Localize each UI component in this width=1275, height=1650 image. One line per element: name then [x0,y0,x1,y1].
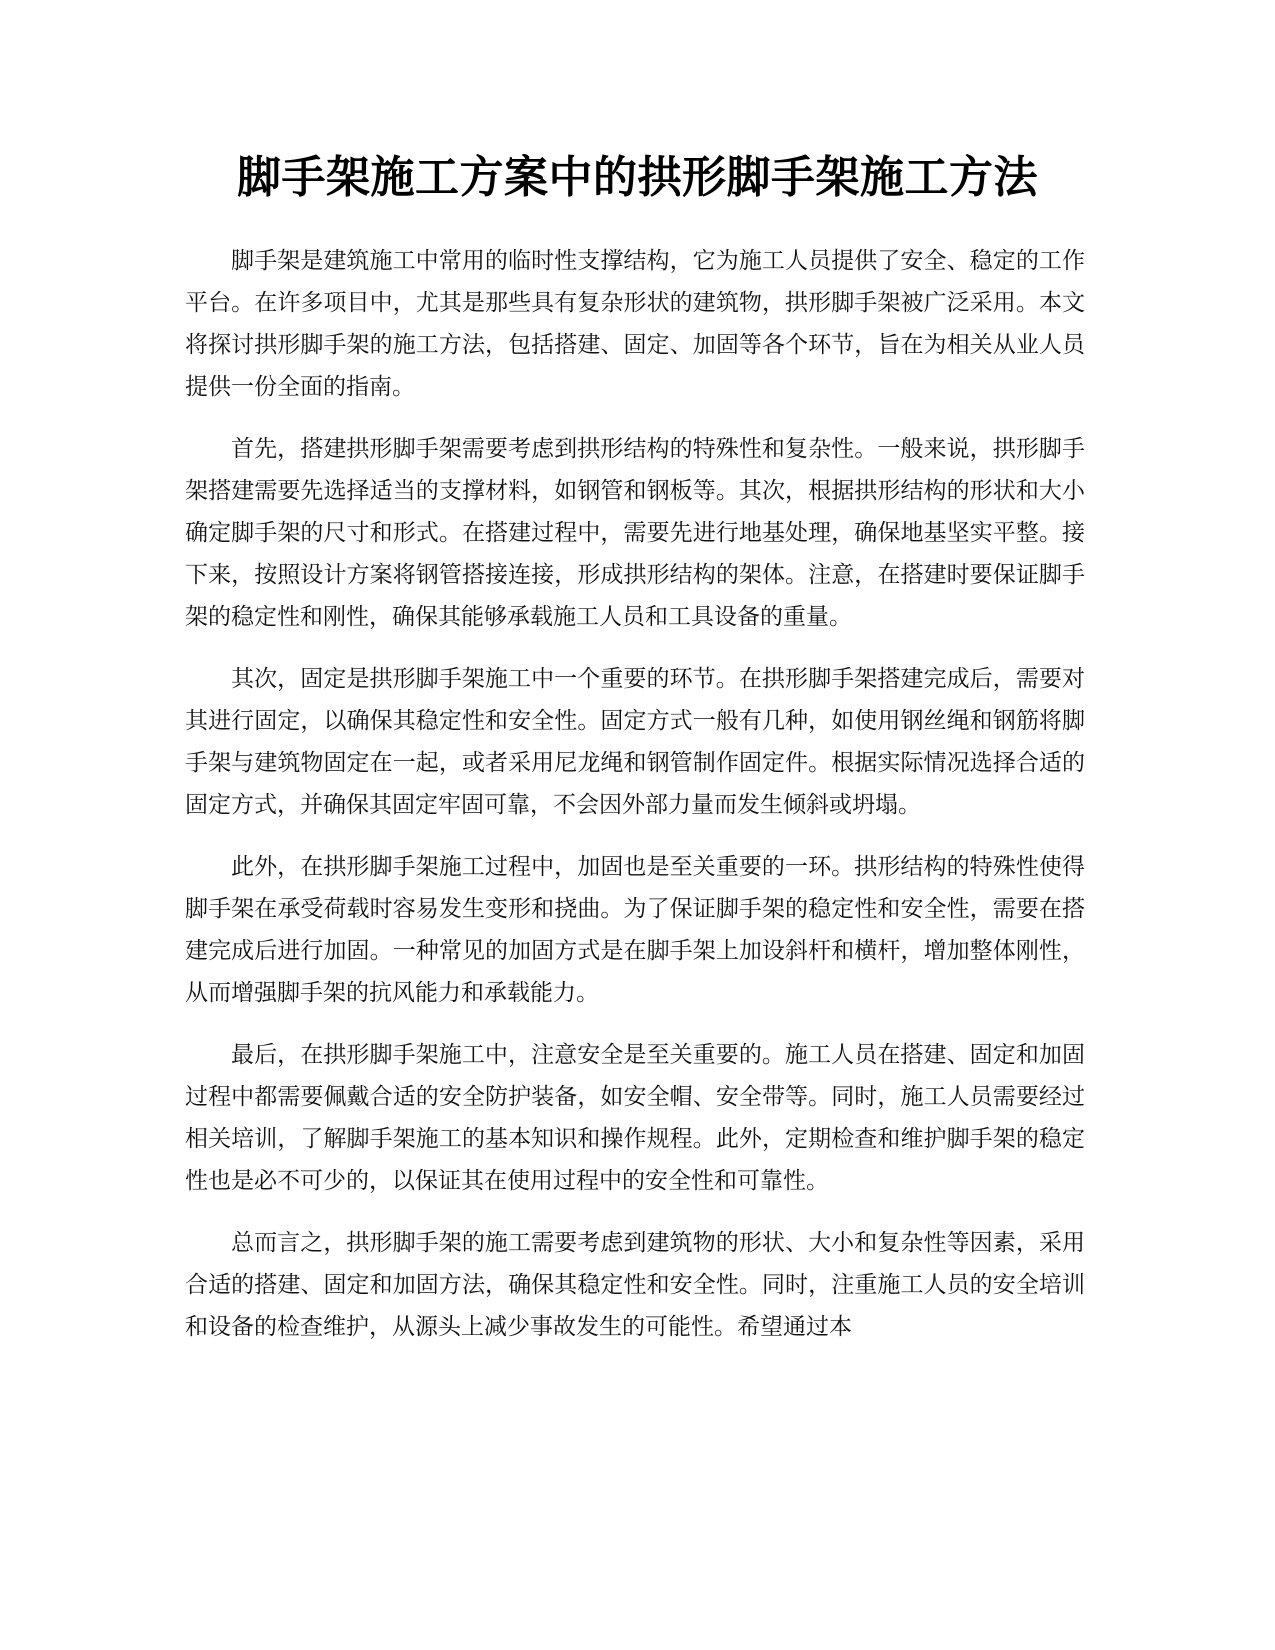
paragraph-erection: 首先，搭建拱形脚手架需要考虑到拱形结构的特殊性和复杂性。一般来说，拱形脚手架搭建需要先选择适当的支撑材料，如钢管和钢板等。其次，根据拱形结构的形状和大小确定脚手架的尺寸和形式。在搭建过程中，需要先进行地基处理，确保地基坚实平整。接下来，按照设计方案将钢管搭接连接，形成拱形结构的架体。注意，在搭建时要保证脚手架的稳定性和刚性，确保其能够承载施工人员和工具设备的重量。 [185,436,1085,630]
paragraph-fixing: 其次，固定是拱形脚手架施工中一个重要的环节。在拱形脚手架搭建完成后，需要对其进行固定，以确保其稳定性和安全性。固定方式一般有几种，如使用钢丝绳和钢筋将脚手架与建筑物固定在一起，或者采用尼龙绳和钢管制作固定件。根据实际情况选择合适的固定方式，并确保其固定牢固可靠，不会因外部力量而发生倾斜或坍塌。 [185,666,1085,818]
document-title: 脚手架施工方案中的拱形脚手架施工方法 [237,152,1038,203]
paragraph-safety: 最后，在拱形脚手架施工中，注意安全是至关重要的。施工人员在搭建、固定和加固过程中都需要佩戴合适的安全防护装备，如安全帽、安全带等。同时，施工人员需要经过相关培训，了解脚手架施工的基本知识和操作规程。此外，定期检查和维护脚手架的稳定性也是必不可少的，以保证其在使用过程中的安全性和可靠性。 [185,1042,1085,1194]
document-body [185,240,1085,1368]
paragraph-reinforcement: 此外，在拱形脚手架施工过程中，加固也是至关重要的一环。拱形结构的特殊性使得脚手架在承受荷载时容易发生变形和挠曲。为了保证脚手架的稳定性和安全性，需要在搭建完成后进行加固。一种常见的加固方式是在脚手架上加设斜杆和横杆，增加整体刚性，从而增强脚手架的抗风能力和承载能力。 [185,854,1085,1006]
paragraph-intro: 脚手架是建筑施工中常用的临时性支撑结构，它为施工人员提供了安全、稳定的工作平台。在许多项目中，尤其是那些具有复杂形状的建筑物，拱形脚手架被广泛采用。本文将探讨拱形脚手架的施工方法，包括搭建、固定、加固等各个环节，旨在为相关从业人员提供一份全面的指南。 [185,248,1085,400]
paragraph-summary: 总而言之，拱形脚手架的施工需要考虑到建筑物的形状、大小和复杂性等因素，采用合适的搭建、固定和加固方法，确保其稳定性和安全性。同时，注重施工人员的安全培训和设备的检查维护，从源头上减少事故发生的可能性。希望通过本 [185,1230,1085,1340]
